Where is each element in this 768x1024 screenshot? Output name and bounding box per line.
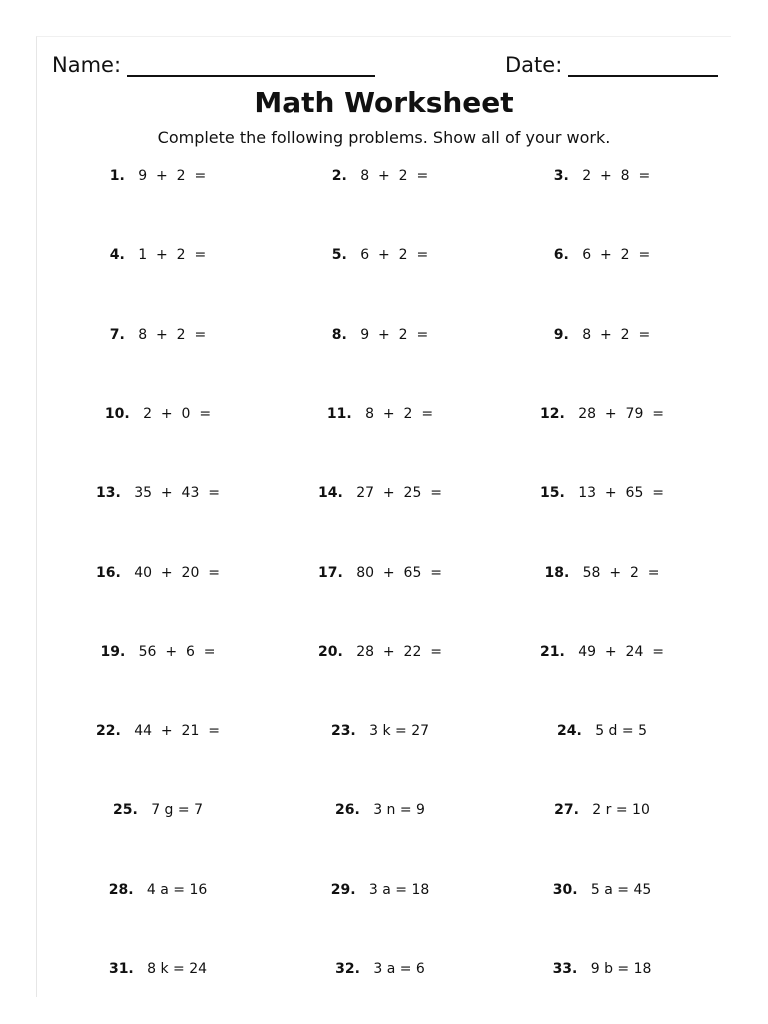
- problem-expression: 6 + 2 =: [360, 247, 429, 264]
- problem-number: 27.: [554, 802, 579, 819]
- problem-number: 24.: [557, 723, 582, 740]
- problem-expression: 9 + 2 =: [360, 326, 429, 343]
- date-blank-line: [568, 55, 718, 77]
- problem-expression: 8 + 2 =: [582, 326, 651, 343]
- problem-expression: 49 + 24 =: [578, 643, 664, 660]
- problem-number: 23.: [330, 723, 356, 740]
- problem-expression: 40 + 20 =: [134, 564, 220, 581]
- problem-expression: 27 + 25 =: [356, 485, 442, 502]
- problem-number: 18.: [544, 564, 570, 581]
- problem-expression: 2 + 8 =: [582, 168, 651, 184]
- problem-12: [540, 404, 664, 424]
- problem-number: 11.: [326, 405, 352, 422]
- problem-number: 20.: [318, 643, 343, 660]
- problem-expression: 2 + 0 =: [143, 405, 212, 422]
- date-field: [505, 53, 718, 77]
- problem-expression: 28 + 22 =: [356, 643, 442, 660]
- problem-number: 33.: [552, 961, 578, 977]
- problem-1: [110, 166, 206, 186]
- problem-expression: 13 + 65 =: [578, 485, 664, 502]
- worksheet-title: Math Worksheet: [254, 86, 514, 119]
- problem-number: 3.: [553, 168, 569, 184]
- problem-5: [332, 245, 428, 265]
- name-field: [52, 53, 375, 77]
- problem-29: [331, 880, 430, 900]
- problem-23: [331, 721, 429, 741]
- problem-number: 1.: [109, 168, 125, 184]
- problem-number: 2.: [331, 168, 347, 184]
- problem-17: [318, 563, 442, 583]
- problem-18: [544, 563, 659, 583]
- problem-16: [96, 563, 220, 583]
- problem-11: [327, 404, 433, 424]
- problem-number: 22.: [96, 723, 121, 740]
- problem-number: 21.: [540, 643, 565, 660]
- problem-number: 30.: [552, 881, 578, 898]
- problem-number: 6.: [553, 247, 569, 264]
- problem-22: [96, 721, 220, 741]
- problem-number: 14.: [318, 485, 343, 502]
- name-blank-line: [127, 55, 375, 77]
- problem-number: 31.: [108, 961, 134, 977]
- problem-expression: 8 + 2 =: [138, 326, 207, 343]
- problem-6: [554, 245, 650, 265]
- problem-21: [540, 642, 664, 662]
- problem-expression: 56 + 6 =: [138, 643, 216, 660]
- problem-2: [332, 166, 428, 186]
- problem-number: 25.: [113, 802, 138, 819]
- problem-expression: 1 + 2 =: [138, 247, 207, 264]
- problem-9: [554, 325, 650, 345]
- problem-number: 4.: [109, 247, 125, 264]
- problem-number: 17.: [318, 564, 343, 581]
- problem-30: [553, 880, 652, 900]
- problem-31: [109, 959, 207, 979]
- problem-expression: 28 + 79 =: [578, 405, 664, 422]
- problem-number: 5.: [331, 247, 347, 264]
- problem-33: [553, 959, 652, 979]
- problem-15: [540, 483, 664, 503]
- problem-number: 10.: [104, 405, 130, 422]
- problem-28: [109, 880, 208, 900]
- problem-19: [100, 642, 215, 662]
- problem-4: [110, 245, 206, 265]
- problem-20: [318, 642, 442, 662]
- name-label: Name:: [52, 53, 122, 77]
- problem-expression: 8 k = 24: [147, 961, 208, 977]
- problem-expression: 9 + 2 =: [138, 168, 207, 184]
- problem-14: [318, 483, 442, 503]
- problem-expression: 35 + 43 =: [134, 485, 220, 502]
- problem-number: 7.: [109, 326, 125, 343]
- problem-number: 15.: [540, 485, 565, 502]
- problem-number: 26.: [335, 802, 360, 819]
- problem-number: 9.: [553, 326, 569, 343]
- problem-number: 29.: [330, 881, 356, 898]
- problem-10: [105, 404, 211, 424]
- problem-expression: 5 a = 45: [590, 881, 652, 898]
- problem-expression: 3 a = 6: [373, 961, 425, 977]
- problem-13: [96, 483, 220, 503]
- problem-expression: 44 + 21 =: [134, 723, 220, 740]
- problem-7: [110, 325, 206, 345]
- problem-number: 32.: [335, 961, 360, 977]
- date-label: Date:: [505, 53, 563, 77]
- problem-24: [557, 721, 647, 741]
- problem-expression: 9 b = 18: [590, 961, 652, 977]
- problem-number: 12.: [540, 405, 565, 422]
- problem-expression: 3 k = 27: [369, 723, 430, 740]
- problem-expression: 7 g = 7: [151, 802, 203, 819]
- problem-25: [113, 800, 203, 820]
- problem-3: [554, 166, 650, 186]
- problem-27: [554, 800, 650, 820]
- problem-number: 28.: [108, 881, 134, 898]
- problem-expression: 4 a = 16: [146, 881, 208, 898]
- problem-expression: 80 + 65 =: [356, 564, 442, 581]
- problem-expression: 6 + 2 =: [582, 247, 651, 264]
- instructions-text: Complete the following problems. Show all of your work.: [157, 128, 611, 147]
- problem-expression: 5 d = 5: [595, 723, 647, 740]
- problem-number: 16.: [96, 564, 121, 581]
- problem-number: 8.: [331, 326, 347, 343]
- problem-expression: 2 r = 10: [592, 802, 650, 819]
- problem-expression: 3 n = 9: [373, 802, 425, 819]
- problem-32: [335, 959, 425, 979]
- problem-expression: 3 a = 18: [368, 881, 430, 898]
- problem-number: 19.: [100, 643, 126, 660]
- problem-26: [335, 800, 425, 820]
- problem-expression: 8 + 2 =: [360, 168, 429, 184]
- problem-8: [332, 325, 428, 345]
- problem-expression: 58 + 2 =: [582, 564, 660, 581]
- problem-number: 13.: [96, 485, 121, 502]
- problem-expression: 8 + 2 =: [365, 405, 434, 422]
